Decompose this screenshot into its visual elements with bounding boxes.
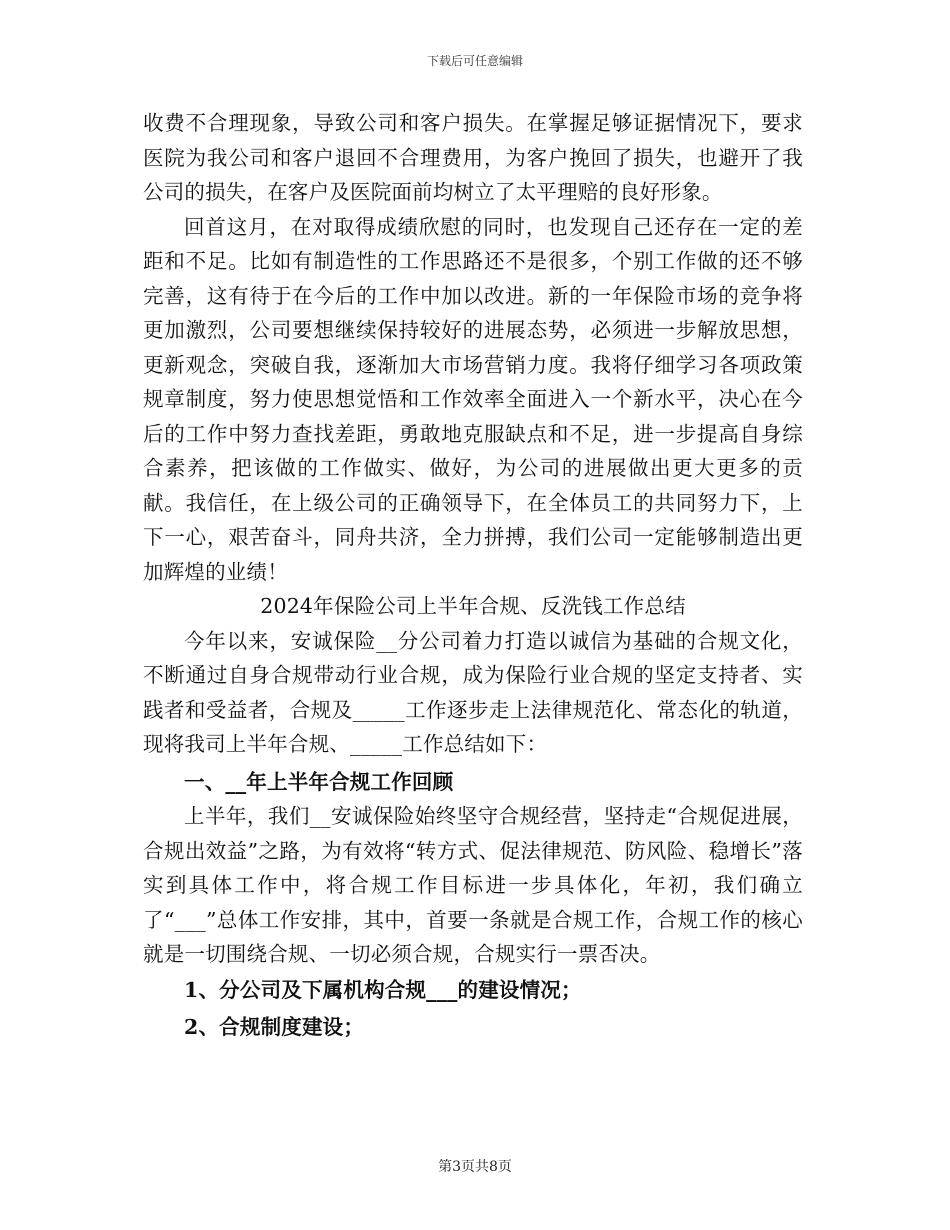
document-body <box>143 106 803 1046</box>
paragraph-reflection: 回首这月，在对取得成绩欣慰的同时，也发现自己还存在一定的差距和不足。比如有制造性的工作思路还不是很多，个别工作做的还不够完善，这有待于在今后的工作中加以改进。新的一年保险市场的竞争将更加激烈，公司要想继续保持较好的进展态势，必须进一步解放思想，更新观念，突破自我，逐渐加大市场营销力度。我将仔细学习各项政策规章制度，努力使思想觉悟和工作效率全面进入一个新水平，决心在今后的工作中努力查找差距，勇敢地克服缺点和不足，进一步提高自身综合素养，把该做的工作做实、做好，为公司的进展做出更大更多的贡献。我信任，在上级公司的正确领导下，在全体员工的共同努力下，上下一心，艰苦奋斗，同舟共济，全力拼搏，我们公司一定能够制造出更加辉煌的业绩！ <box>143 214 803 584</box>
section-title: 2024年保险公司上半年合规、反洗钱工作总结 <box>260 594 686 618</box>
list-item: 2、合规制度建设； <box>184 1014 365 1039</box>
page-number: 第3页共8页 <box>438 1159 512 1175</box>
section-heading: 一、__年上半年合规工作回顾 <box>184 769 454 794</box>
list-item: 1、分公司及下属机构合规___的建设情况； <box>184 977 582 1002</box>
paragraph-continuation: 收费不合理现象，导致公司和客户损失。在掌握足够证据情况下，要求医院为我公司和客户退回不合理费用，为客户挽回了损失，也避开了我公司的损失，在客户及医院面前均树立了太平理赔的良好形象。 <box>143 111 803 204</box>
page-header: 下载后可任意编辑 <box>426 54 523 68</box>
paragraph-review: 上半年，我们__安诚保险始终坚守合规经营，坚持走“合规促进展，合规出效益”之路，为有效将“转方式、促法律规范、防风险、稳增长”落实到具体工作中，将合规工作目标进一步具体化，年初，我们确立了“___”总体工作安排，其中，首要一条就是合规工作，合规工作的核心就是一切围绕合规、一切必须合规，合规实行一票否决。 <box>143 804 803 966</box>
paragraph-intro: 今年以来，安诚保险__分公司着力打造以诚信为基础的合规文化，不断通过自身合规带动行业合规，成为保险行业合规的坚定支持者、实践者和受益者，合规及_____工作逐步走上法律规范化、常态化的轨道，现将我司上半年合规、_____工作总结如下： <box>143 628 803 756</box>
